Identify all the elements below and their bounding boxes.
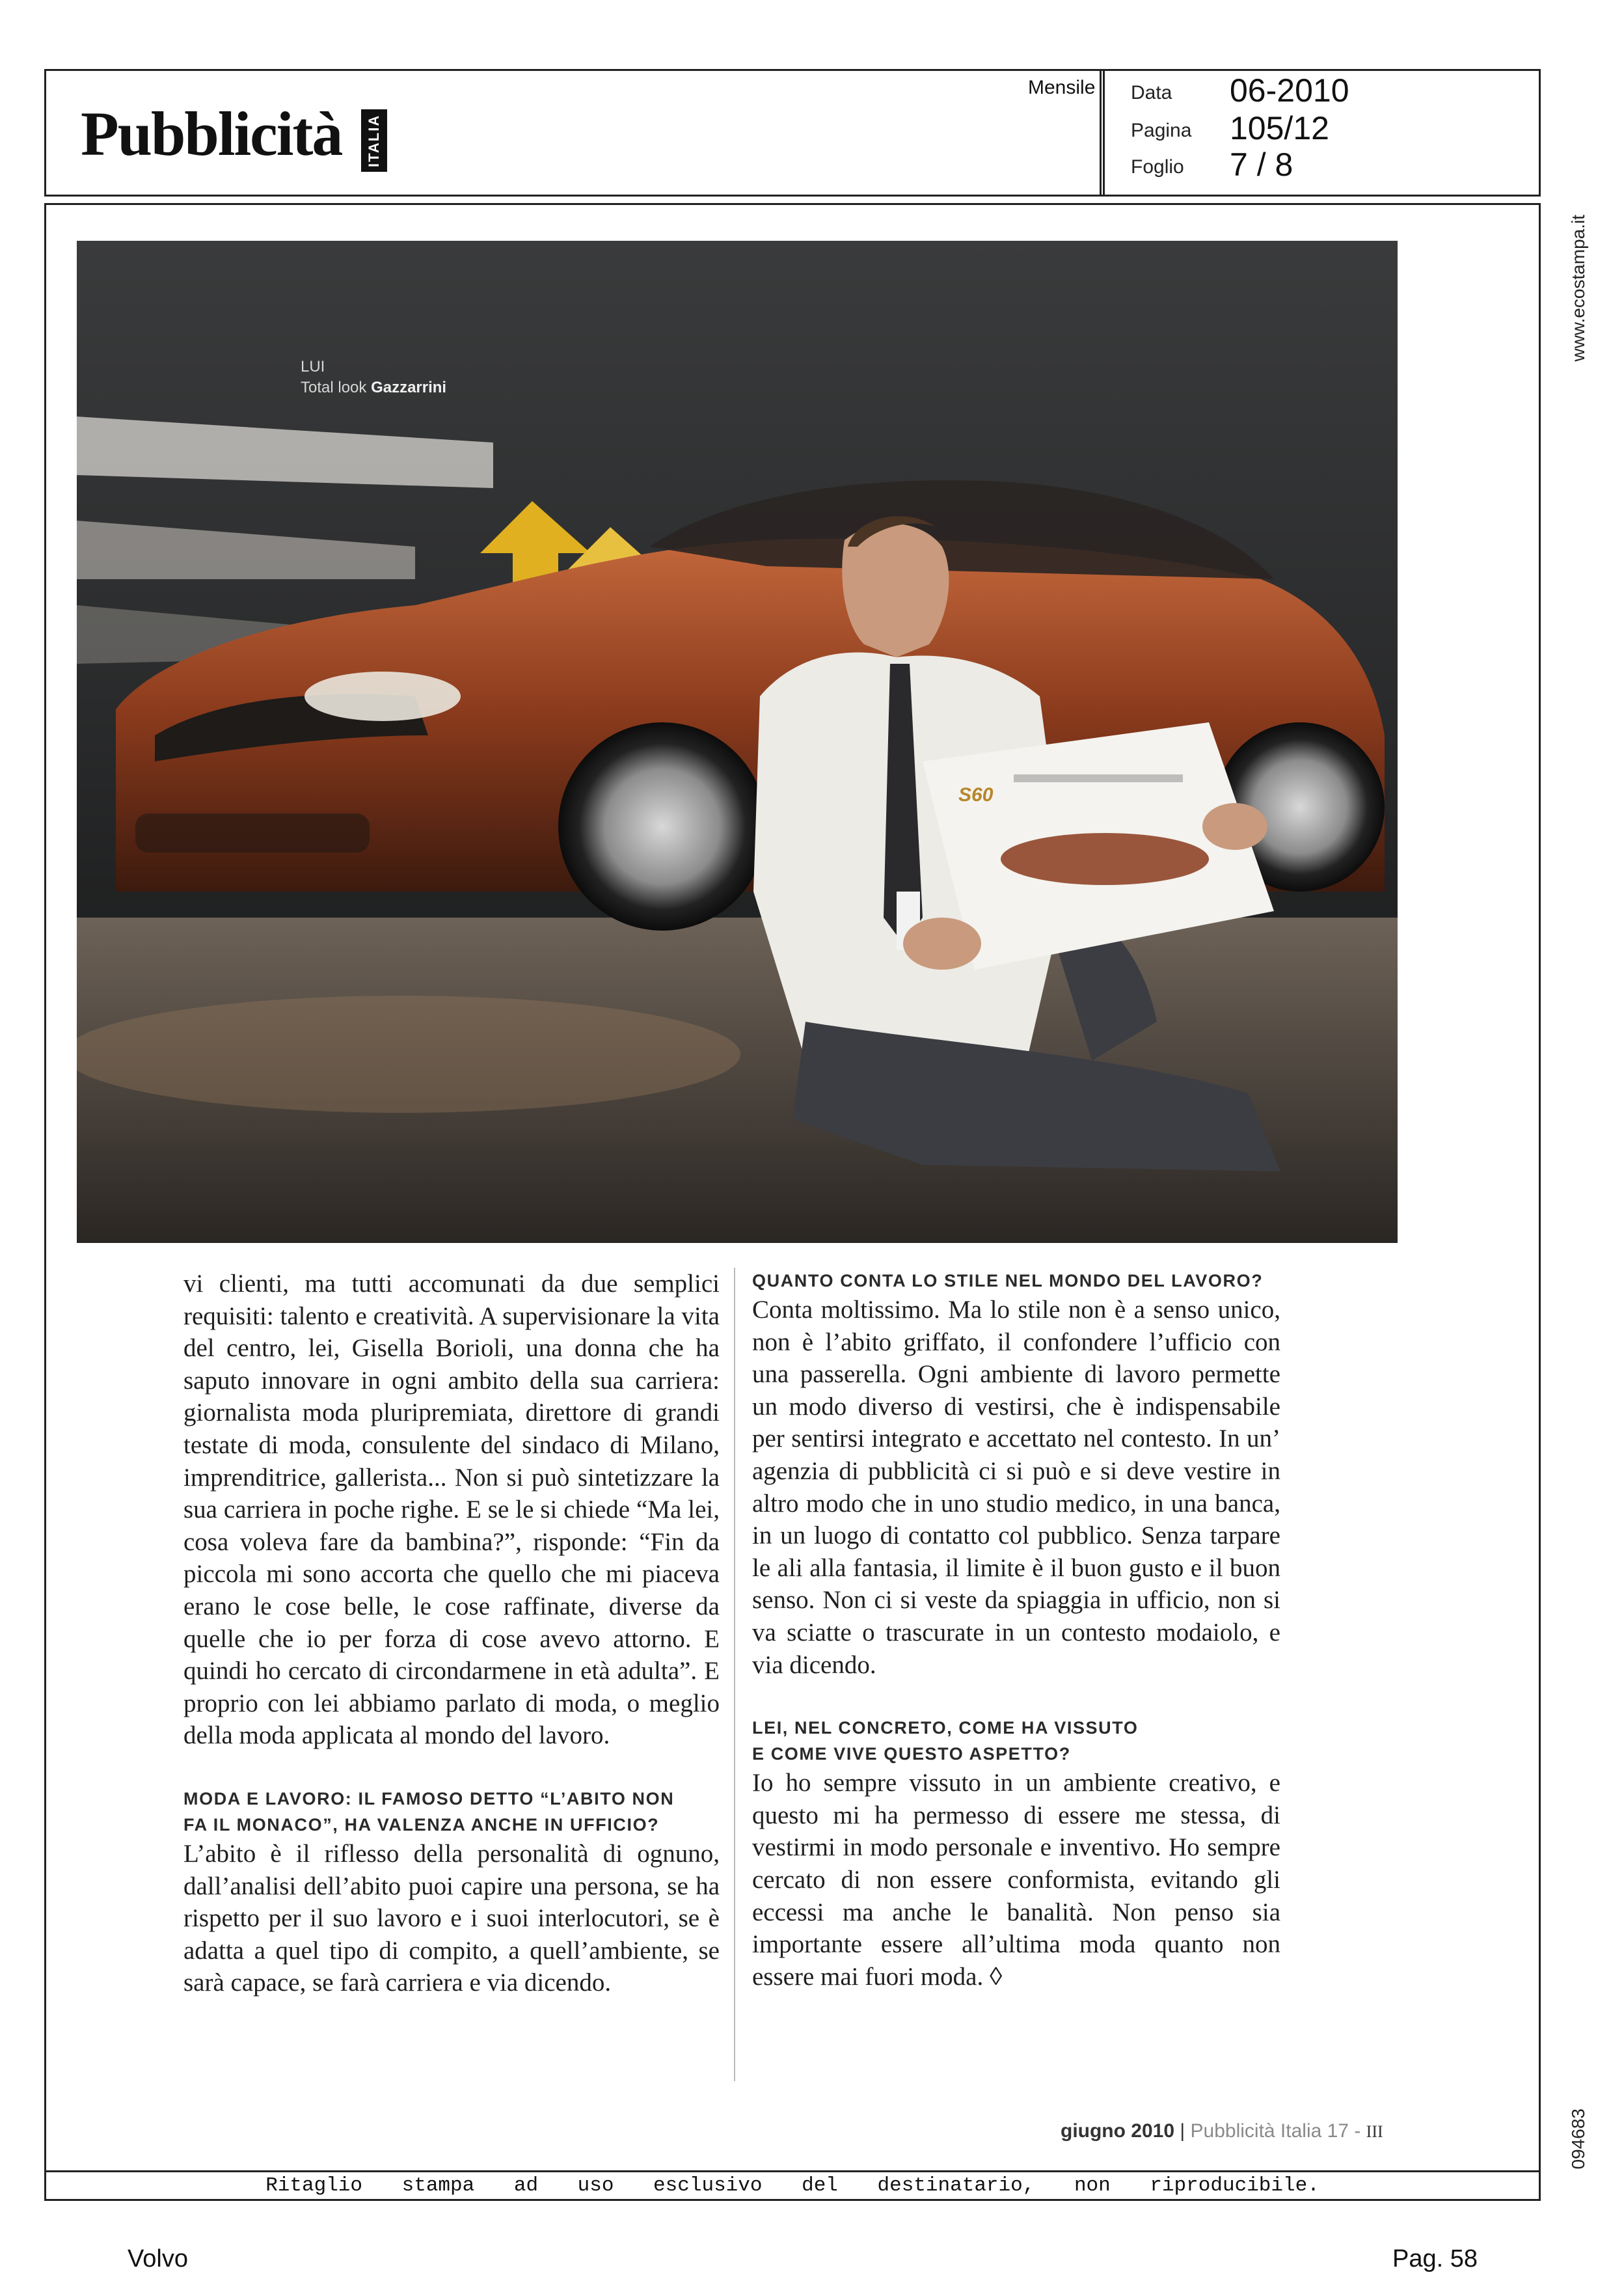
article-column-right [752,1268,1280,1993]
question-heading-line: E COME VIVE QUESTO ASPETTO? [752,1744,1071,1764]
copyright-disclaimer: Ritaglio stampa ad uso esclusivo del destinatario, non riproducibile. [265,2174,1320,2197]
car-bumper [135,813,370,853]
disclaimer-rule [44,2170,1541,2172]
floor-reflection [77,996,740,1113]
photo-caption-credit [301,379,446,397]
question-heading-line: FA IL MONACO”, HA VALENZA ANCHE IN UFFICIO? [183,1814,660,1835]
question-heading [752,1715,1280,1767]
answer-paragraph: Conta moltissimo. Ma lo stile non è a senso unico, non è l’abito griffato, il confondere l’ufficio con una passerella. Ogni ambiente di lavoro permette un modo diverso di vestirsi, che è indispensabile per sentirsi integrato e accettato nel contesto. In un’ agenzia di pubblicità ci si può e si deve vestire in altro modo che in uno studio medico, in una banca, in un luogo di contatto col pubblico. Senza tarpare le ali alla fantasia, il limite è il buon gusto e il buon senso. Non ci si veste da spiaggia in ufficio, non si va sciatte o trascurate in un contesto modaiolo, e via dicendo. [752,1296,1280,1679]
photo-caption-title: LUI [301,358,325,375]
right-hand [1202,803,1267,850]
foglio-label: Foglio [1131,156,1184,178]
pagina-value: 105/12 [1230,110,1329,146]
data-value: 06-2010 [1230,72,1349,109]
magazine-name: Pubblicità Italia 17 - [1190,2120,1366,2142]
footer-separator: | [1174,2120,1191,2142]
pagina-label: Pagina [1131,120,1192,141]
photo-caption-brand: Gazzarrini [371,379,447,396]
publication-logo: Pubblicità [81,99,342,169]
brochure-label: S60 [958,784,994,806]
question-heading-line: MODA E LAVORO: IL FAMOSO DETTO “L’ABITO NON [183,1788,675,1808]
answer-paragraph: L’abito è il riflesso della personalità di ognuno, dall’analisi dell’abito puoi capire una persona, se ha rispetto per il suo lavoro e i suoi interlocutori, se è adatta a quel tipo di compito, a quell’ambiente, se sarà capace, se farà carriera e via dicendo. [183,1839,720,1997]
car-headlight [304,672,461,721]
publication-logo-tag: ITALIA [361,109,387,172]
car-front-wheel [558,722,766,931]
column-divider [734,1268,735,2081]
question-heading-line: LEI, NEL CONCRETO, COME HA VISSUTO [752,1718,1139,1738]
issue-footer [1061,2120,1383,2142]
page-roman: III [1366,2122,1383,2141]
side-url: www.ecostampa.it [1568,215,1588,362]
page-number: Pag. 58 [1392,2245,1478,2272]
article-photo [77,241,1398,1243]
question-heading: QUANTO CONTA LO STILE NEL MONDO DEL LAVORO? [752,1271,1264,1290]
photo-illustration [77,241,1398,1243]
client-name: Volvo [128,2245,188,2272]
article-paragraph: vi clienti, ma tutti accomunati da due semplici requisiti: talento e creatività. A supervisionare la vita del centro, lei, Gisella Borioli, una donna che ha saputo innovare in ogni ambito della sua carriera: giornalista moda pluripremiata, direttore di grandi testate di moda, consulente del sindaco di Milano, imprenditrice, gallerista... Non si può sintetizzare la sua carriera in poche righe. E se le si chiede “Ma lei, cosa voleva fare da bambina?”, risponde: “Fin da piccola mi sono accorta che quello che mi piaceva erano le cose belle, le cose raffinate, diverse da quelle che io per forza di cose avevo attorno. E quindi ho cercato di circondarmene in età adulta”. E proprio con lei abbiamo parlato di moda, o meglio della moda applicata al mondo del lavoro. [183,1270,720,1750]
article-column-left [183,1268,720,1999]
question-heading [183,1786,720,1838]
data-label: Data [1131,82,1172,103]
side-code: 094683 [1568,2108,1588,2170]
left-hand [903,918,981,970]
issue-date: giugno 2010 [1061,2120,1175,2142]
photo-caption-prefix: Total look [301,379,372,396]
answer-paragraph: Io ho sempre vissuto in un ambiente creativo, e questo mi ha permesso di essere me stessa, di vestirmi in modo personale e inventivo. Ho sempre cercato di non essere conformista, evitando gli eccessi ma anche le banalità. Non penso sia importante essere all’ultima moda quanto non essere mai fuori moda. ◊ [752,1769,1280,1991]
periodicity-label: Mensile [1028,77,1096,98]
foglio-value: 7 / 8 [1230,146,1293,183]
masthead-divider [1100,69,1105,197]
